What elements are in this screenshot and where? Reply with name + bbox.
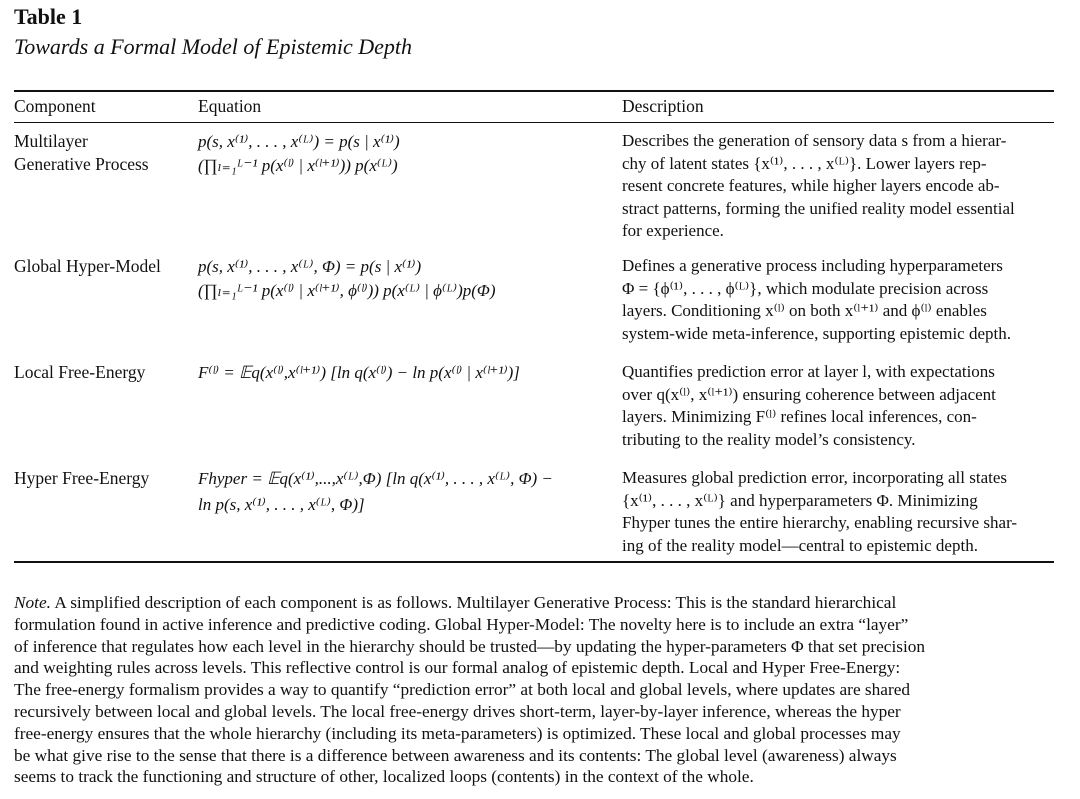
description-line: Describes the generation of sensory data s from a hierar- [622, 131, 1007, 150]
description-line: layers. Conditioning x⁽ˡ⁾ on both x⁽ˡ⁺¹⁾ and ϕ⁽ˡ⁾ enables [622, 301, 987, 320]
row-3-component-line: Local Free-Energy [14, 362, 146, 382]
note-line [14, 592, 1060, 614]
row-1-component-line: Generative Process [14, 154, 149, 174]
row-3-component [14, 361, 145, 384]
bottom-rule [14, 561, 1054, 563]
row-2-component [14, 255, 161, 278]
row-2-description [622, 255, 1054, 345]
note-line: free-energy ensures that the whole hierarchy (including its meta-parameters) is optimized. These local and global processes may [14, 723, 901, 743]
row-4-equation-line-1: Fhyper = 𝔼q(x⁽¹⁾,...,x⁽ᴸ⁾,Φ) [ln q(x⁽¹⁾, . . . , x⁽ᴸ⁾, Φ) − [198, 469, 553, 488]
header-description: Description [622, 96, 704, 116]
header-rule [14, 122, 1054, 123]
row-3-description [622, 361, 1054, 451]
description-line: ing of the reality model—central to epistemic depth. [622, 535, 978, 555]
description-line: layers. Minimizing F⁽ˡ⁾ refines local inferences, con- [622, 407, 977, 426]
table-note [14, 592, 1060, 788]
description-line: Φ = {ϕ⁽¹⁾, . . . , ϕ⁽ᴸ⁾}, which modulate precision across [622, 278, 989, 298]
note-line: The free-energy formalism provides a way to quantify “prediction error” at both local and global levels, where updates are shared [14, 680, 911, 700]
row-4-component-line: Hyper Free-Energy [14, 468, 150, 488]
description-line: {x⁽¹⁾, . . . , x⁽ᴸ⁾} and hyperparameters Φ. Minimizing [622, 490, 978, 510]
row-4-equation-line-2: ln p(s, x⁽¹⁾, . . . , x⁽ᴸ⁾, Φ)] [198, 495, 365, 514]
row-1-equation-line-1: p(s, x⁽¹⁾, . . . , x⁽ᴸ⁾) = p(s | x⁽¹⁾) [198, 132, 400, 151]
description-line: Defines a generative process including hyperparameters [622, 256, 1003, 275]
description-line: tributing to the reality model’s consistency. [622, 429, 916, 449]
row-1-equation-line-2: (∏ₗ₌₁ᴸ⁻¹ p(x⁽ˡ⁾ | x⁽ˡ⁺¹⁾)) p(x⁽ᴸ⁾) [198, 156, 398, 175]
description-line: Quantifies prediction error at layer l, with expectations [622, 362, 995, 381]
row-1-description [622, 130, 1054, 243]
description-line: for experience. [622, 221, 724, 240]
table-title: Towards a Formal Model of Epistemic Depth [14, 34, 413, 59]
row-1-component [14, 130, 149, 176]
row-2-component-line: Global Hyper-Model [14, 256, 161, 276]
description-line: over q(x⁽ˡ⁾, x⁽ˡ⁺¹⁾) ensuring coherence between adjacent [622, 384, 996, 404]
table-label: Table 1 [14, 4, 83, 29]
description-line: Fhyper tunes the entire hierarchy, enabling recursive shar- [622, 513, 1018, 532]
row-2-equation-line-2: (∏ₗ₌₁ᴸ⁻¹ p(x⁽ˡ⁾ | x⁽ˡ⁺¹⁾, ϕ⁽ˡ⁾)) p(x⁽ᴸ⁾ | ϕ⁽ᴸ⁾)p(Φ) [198, 281, 496, 300]
row-3-equation-line-1: F⁽ˡ⁾ = 𝔼q(x⁽ˡ⁾,x⁽ˡ⁺¹⁾) [ln q(x⁽ˡ⁾) − ln p(x⁽ˡ⁾ | x⁽ˡ⁺¹⁾)] [198, 363, 520, 382]
note-line: be what give rise to the sense that there is a difference between awareness and its contents: The global level (awareness) always [14, 745, 897, 765]
row-1-component-line: Multilayer [14, 131, 88, 151]
note-line: of inference that regulates how each level in the hierarchy should be trusted—by updating the hyper-parameters Φ that set precision [14, 636, 926, 656]
header-equation: Equation [198, 96, 262, 116]
row-2-equation-line-1: p(s, x⁽¹⁾, . . . , x⁽ᴸ⁾, Φ) = p(s | x⁽¹⁾) [198, 257, 422, 276]
description-line: system-wide meta-inference, supporting epistemic depth. [622, 323, 1011, 343]
note-line-text: A simplified description of each component is as follows. Multilayer Generative Process: This is the standard hierarchical [54, 593, 897, 612]
top-rule [14, 90, 1054, 92]
note-line: formulation found in active inference and predictive coding. Global Hyper-Model: The novelty here is to include an extra “layer” [14, 614, 909, 634]
note-line: seems to track the functioning and structure of other, localized loops (contents) in the context of the whole. [14, 767, 754, 787]
row-4-component [14, 467, 149, 490]
note-line: and weighting rules across levels. This reflective control is our formal analog of epistemic depth. Local and Hyper Free-Energy: [14, 658, 901, 678]
description-line: Measures global prediction error, incorporating all states [622, 468, 1007, 487]
note-label: Note. [14, 593, 51, 612]
row-4-description [622, 467, 1054, 557]
description-line: stract patterns, forming the unified reality model essential [622, 198, 1015, 218]
description-line: resent concrete features, while higher layers encode ab- [622, 176, 1000, 195]
header-component: Component [14, 96, 96, 116]
note-line: recursively between local and global levels. The local free-energy drives short-term, layer-by-layer inference, whereas the hyper [14, 701, 901, 721]
description-line: chy of latent states {x⁽¹⁾, . . . , x⁽ᴸ⁾}. Lower layers rep- [622, 153, 987, 173]
